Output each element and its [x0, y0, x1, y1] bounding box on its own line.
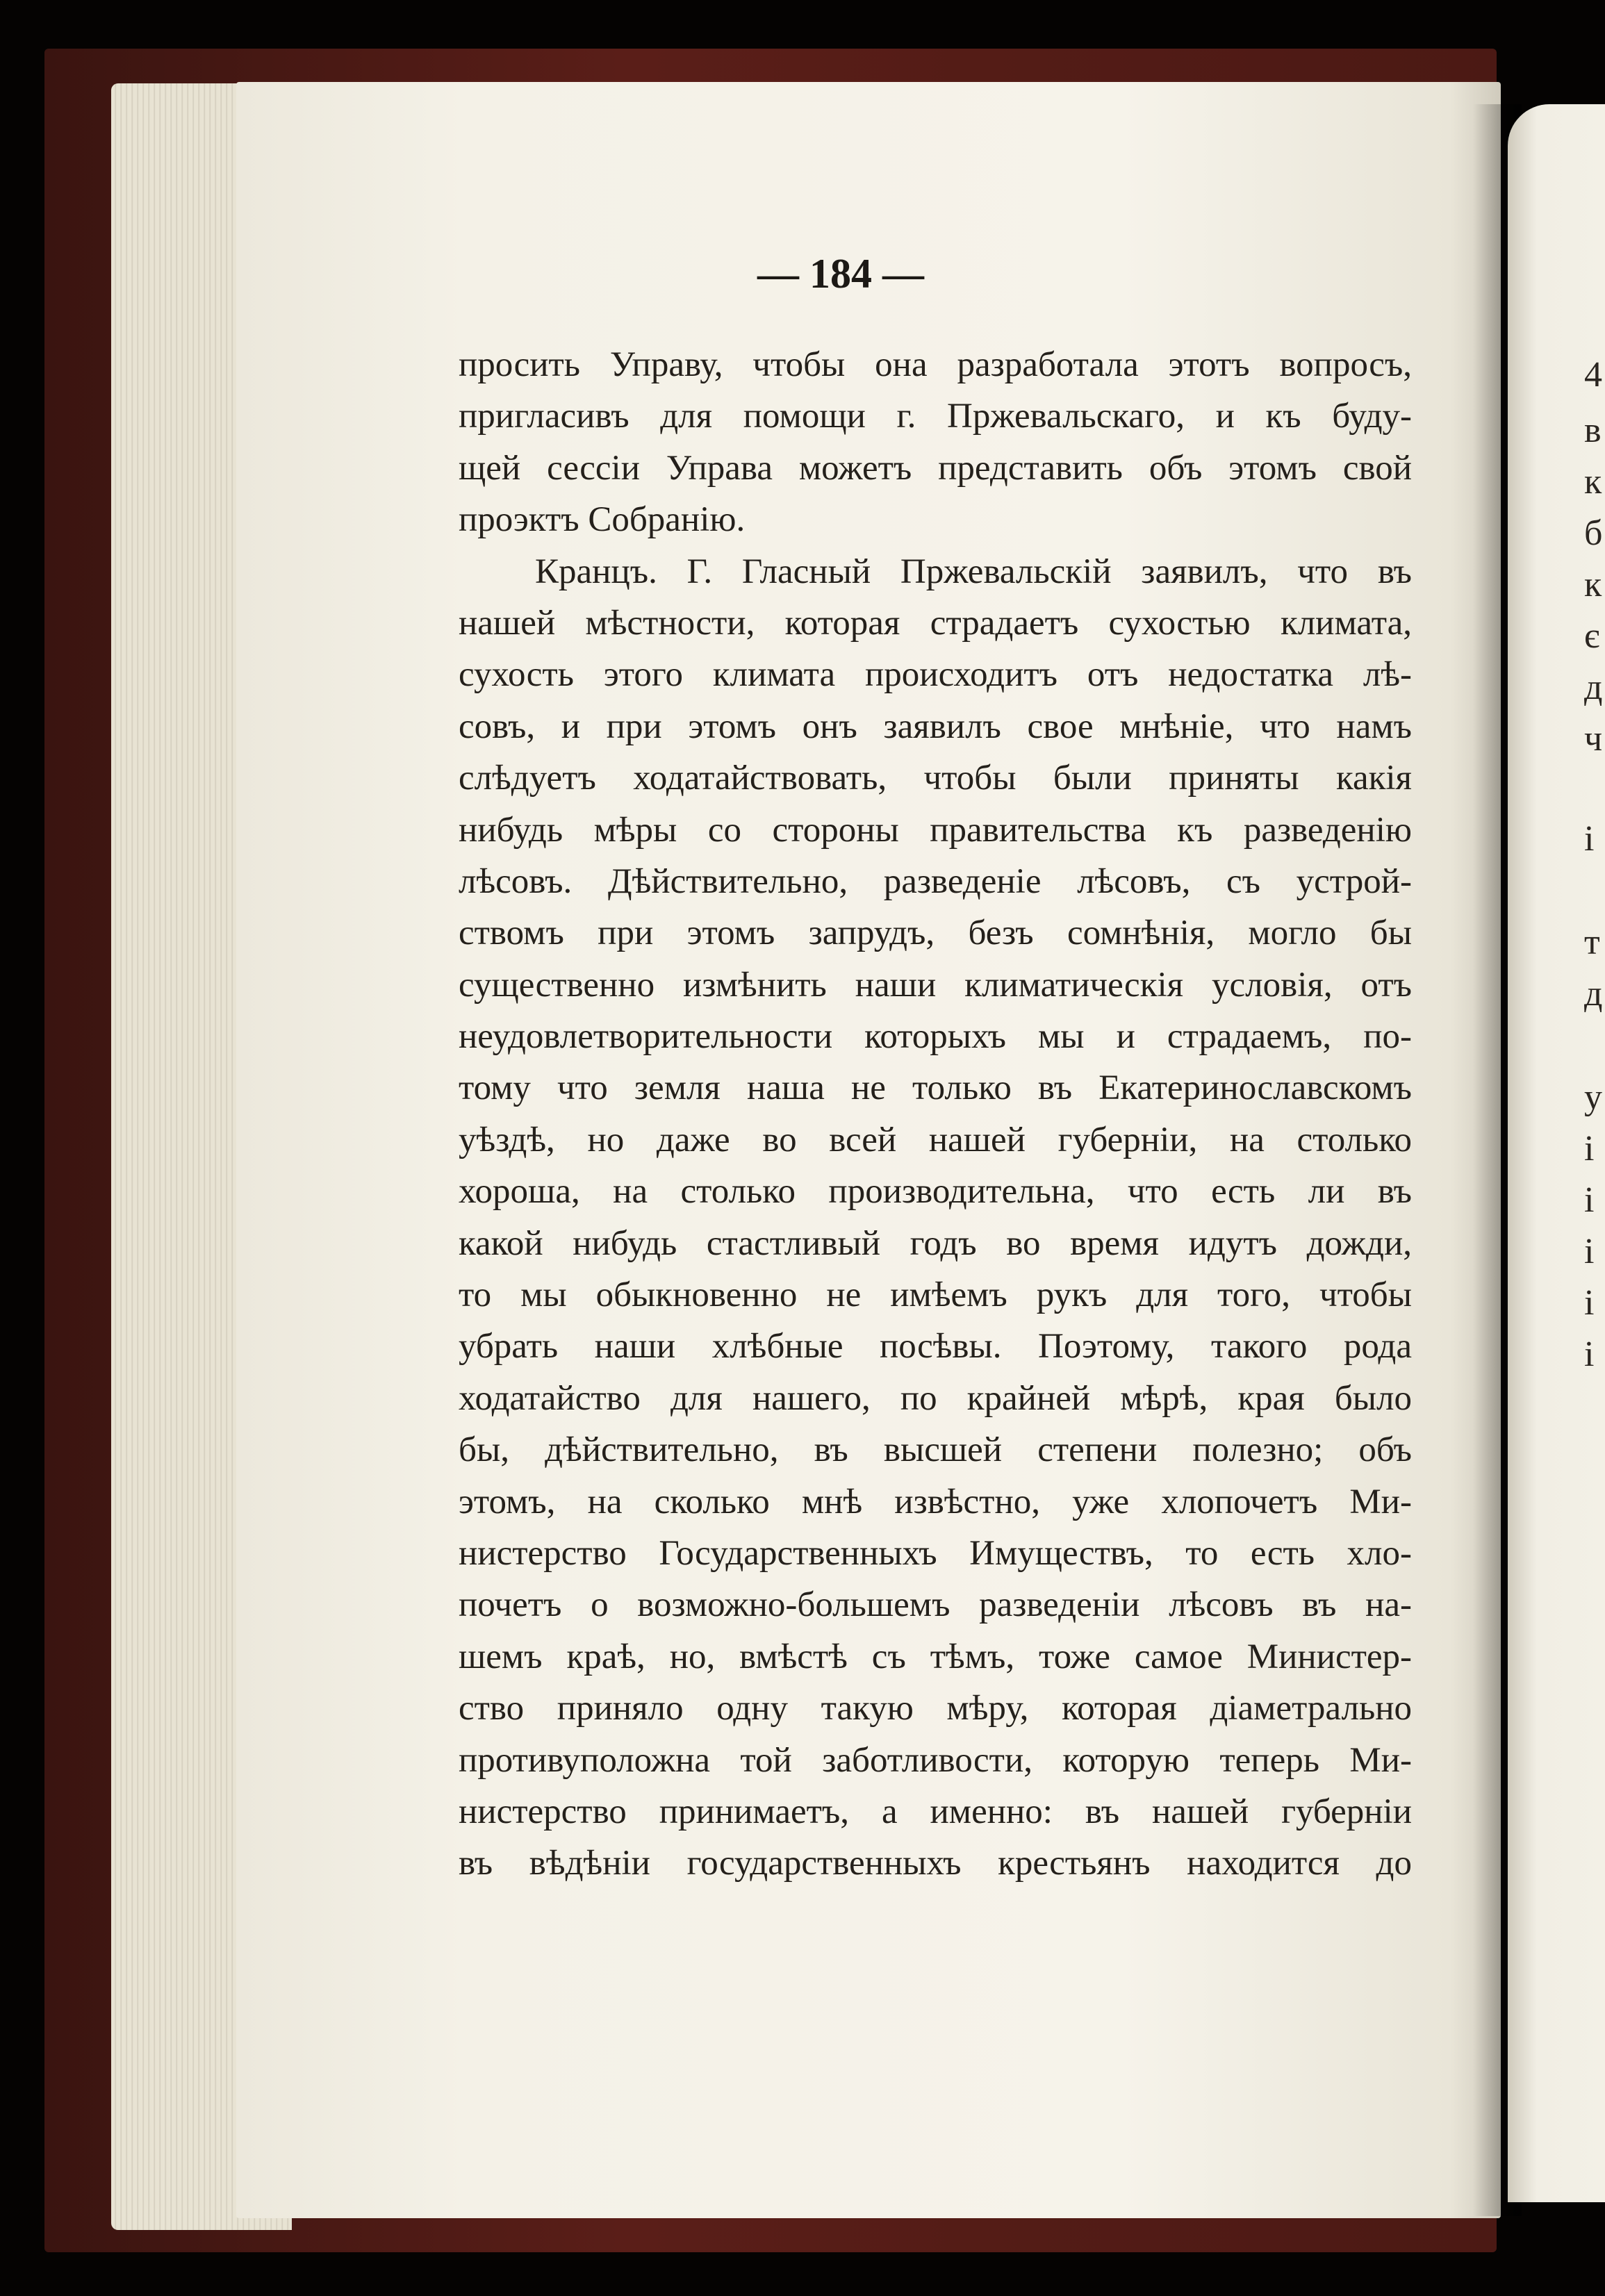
text-line: хороша, на столько производительна, что есть ли въ [459, 1172, 1412, 1212]
text-line: убрать наши хлѣбные посѣвы. Поэтому, такого рода [459, 1327, 1412, 1366]
text-line: совъ, и при этомъ онъ заявилъ свое мнѣніе, что намъ [459, 707, 1412, 746]
text-line: неудовлетворительности которыхъ мы и страдаемъ, по- [459, 1017, 1412, 1057]
text-line: нистерство принимаетъ, а именно: въ нашей губерніи [459, 1792, 1412, 1831]
text-line: слѣдуетъ ходатайствовать, чтобы были приняты какія [459, 759, 1412, 798]
facing-page-glyph: д [1584, 668, 1603, 707]
text-line: бы, дѣйствительно, въ высшей степени полезно; объ [459, 1430, 1412, 1470]
text-line: проэктъ Собранію. [459, 500, 746, 540]
facing-page-glyph: є [1584, 616, 1600, 656]
text-line: пригласивъ для помощи г. Пржевальскаго, и къ буду- [459, 397, 1412, 436]
text-line: противуположна той заботливости, которую теперь Ми- [459, 1740, 1412, 1780]
facing-page [1508, 104, 1605, 2202]
text-line: то мы обыкновенно не имѣемъ рукъ для того, чтобы [459, 1275, 1412, 1315]
facing-page-glyph: і [1584, 1180, 1595, 1220]
facing-page-glyph: у [1584, 1077, 1602, 1117]
facing-page-glyph: і [1584, 1335, 1595, 1374]
text-line: этомъ, на сколько мнѣ извѣстно, уже хлопочетъ Ми- [459, 1482, 1412, 1521]
text-line: лѣсовъ. Дѣйствительно, разведеніе лѣсовъ, съ устрой- [459, 861, 1412, 901]
facing-page-glyph: ч [1584, 719, 1603, 759]
page-body [459, 339, 1412, 1890]
text-line: какой нибудь стастливый годъ во время идутъ дожди, [459, 1223, 1412, 1263]
text-line: просить Управу, чтобы она разработала этотъ вопросъ, [459, 345, 1412, 384]
facing-page-glyph: т [1584, 923, 1600, 962]
text-line: ствомъ при этомъ запрудъ, безъ сомнѣнія, могло бы [459, 914, 1412, 953]
text-line: существенно измѣнить наши климатическія условія, отъ [459, 965, 1412, 1005]
text-line: нибудь мѣры со стороны правительства къ разведенію [459, 810, 1412, 850]
text-line: почетъ о возможно-большемъ разведеніи лѣсовъ въ на- [459, 1585, 1412, 1625]
facing-page-glyph: 4 [1584, 355, 1602, 395]
facing-page-glyph: і [1584, 1129, 1595, 1168]
text-line: щей сессіи Управа можетъ представить объ этомъ свой [459, 448, 1412, 488]
facing-page-glyph: і [1584, 819, 1595, 859]
page-number: — 184 — [757, 251, 924, 297]
text-line: нашей мѣстности, которая страдаетъ сухостью климата, [459, 603, 1412, 643]
text-line: сухость этого климата происходитъ отъ недостатка лѣ- [459, 655, 1412, 695]
facing-page-glyph: в [1584, 411, 1602, 450]
text-line: шемъ краѣ, но, вмѣстѣ съ тѣмъ, тоже самое Министер- [459, 1637, 1412, 1676]
text-line: тому что земля наша не только въ Екатеринославскомъ [459, 1068, 1412, 1108]
facing-page-glyph: і [1584, 1283, 1595, 1323]
facing-page-glyph: і [1584, 1232, 1595, 1271]
facing-page-glyph: к [1584, 565, 1602, 604]
facing-page-glyph: д [1584, 974, 1603, 1014]
text-line: Кранцъ. Г. Гласный Пржевальскій заявилъ, что въ [535, 552, 1412, 591]
text-line: въ вѣдѣніи государственныхъ крестьянъ находится до [459, 1844, 1412, 1883]
text-line: ходатайство для нашего, по крайней мѣрѣ, края было [459, 1378, 1412, 1418]
facing-page-glyph: к [1584, 462, 1602, 502]
text-line: ство приняло одну такую мѣру, которая діаметрально [459, 1689, 1412, 1728]
facing-page-glyph: б [1584, 513, 1603, 553]
text-line: уѣздѣ, но даже во всей нашей губерніи, на столько [459, 1120, 1412, 1159]
text-line: нистерство Государственныхъ Имуществъ, то есть хло- [459, 1533, 1412, 1573]
